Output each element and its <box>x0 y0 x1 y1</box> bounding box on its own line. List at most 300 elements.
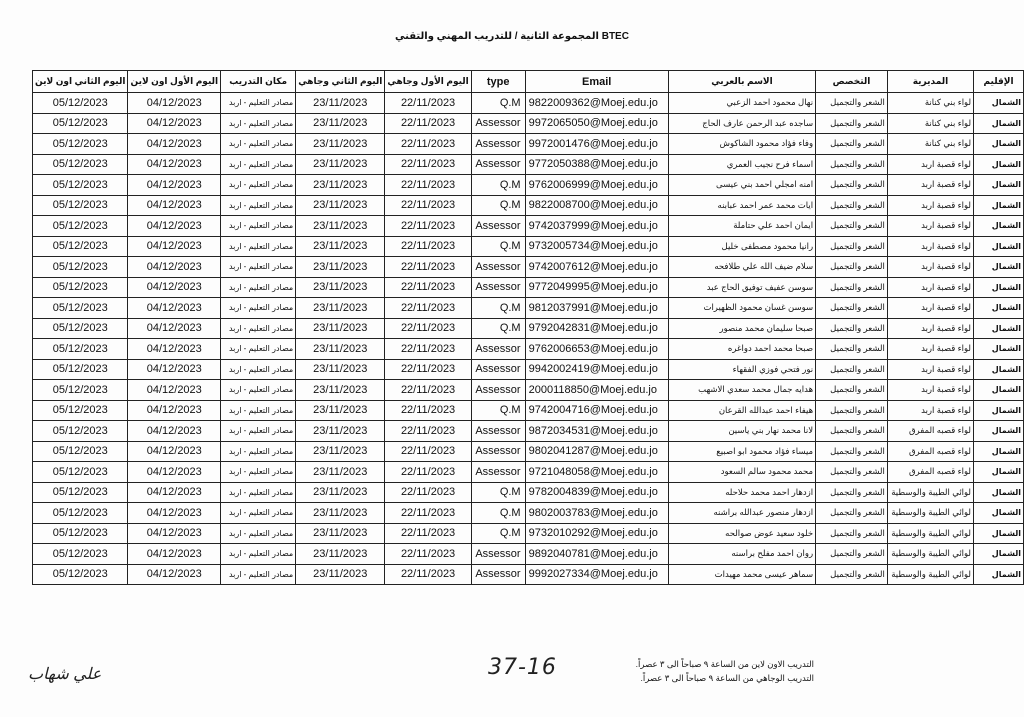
cell-specialty: الشعر والتجميل <box>816 564 888 585</box>
cell-directorate: لواء قصبة اربد <box>887 380 973 401</box>
cell-specialty: الشعر والتجميل <box>816 380 888 401</box>
cell-directorate: لواء قصبة اربد <box>887 298 973 319</box>
cell-day2-f2f: 23/11/2023 <box>296 503 385 524</box>
cell-day1-f2f: 22/11/2023 <box>385 564 471 585</box>
cell-name: سوسن عفيف توفيق الحاج عبد <box>668 277 815 298</box>
cell-day2-online: 05/12/2023 <box>33 339 128 360</box>
cell-directorate: لواء قصبه المفرق <box>887 462 973 483</box>
cell-type: Assessor <box>471 564 525 585</box>
cell-type: Assessor <box>471 134 525 155</box>
cell-name: نهال محمود احمد الزعبي <box>668 93 815 114</box>
cell-name: روان احمد مفلح براسنه <box>668 544 815 565</box>
cell-directorate: لواء قصبة اربد <box>887 277 973 298</box>
table-row <box>33 359 1024 380</box>
cell-day1-f2f: 22/11/2023 <box>385 154 471 175</box>
cell-specialty: الشعر والتجميل <box>816 195 888 216</box>
cell-name: امنه امجلي احمد بني عيسى <box>668 175 815 196</box>
cell-email: 9772049995@Moej.edu.jo <box>525 277 668 298</box>
cell-email: 9822009362@Moej.edu.jo <box>525 93 668 114</box>
table-row <box>33 421 1024 442</box>
cell-name: سلام ضيف الله علي طلافحه <box>668 257 815 278</box>
cell-email: 9972065050@Moej.edu.jo <box>525 113 668 134</box>
table-row <box>33 564 1024 585</box>
cell-email: 9892040781@Moej.edu.jo <box>525 544 668 565</box>
cell-name: ميساء فؤاد محمود ابو اصبيع <box>668 441 815 462</box>
cell-type: Assessor <box>471 544 525 565</box>
cell-day1-f2f: 22/11/2023 <box>385 339 471 360</box>
cell-specialty: الشعر والتجميل <box>816 318 888 339</box>
cell-type: Assessor <box>471 339 525 360</box>
header-name: الاسم بالعربي <box>668 71 815 93</box>
cell-name: نور فتحي فوزي الفقهاء <box>668 359 815 380</box>
cell-place: مصادر التعليم - اربد <box>221 195 296 216</box>
cell-region: الشمال <box>974 277 1024 298</box>
cell-region: الشمال <box>974 257 1024 278</box>
cell-day1-online: 04/12/2023 <box>128 482 221 503</box>
header-type: type <box>471 71 525 93</box>
cell-region: الشمال <box>974 400 1024 421</box>
cell-day1-online: 04/12/2023 <box>128 236 221 257</box>
cell-directorate: لواء بني كنانة <box>887 134 973 155</box>
cell-day2-online: 05/12/2023 <box>33 482 128 503</box>
cell-day1-f2f: 22/11/2023 <box>385 175 471 196</box>
cell-region: الشمال <box>974 441 1024 462</box>
cell-day2-f2f: 23/11/2023 <box>296 175 385 196</box>
cell-place: مصادر التعليم - اربد <box>221 462 296 483</box>
cell-day1-online: 04/12/2023 <box>128 298 221 319</box>
cell-email: 9782004839@Moej.edu.jo <box>525 482 668 503</box>
cell-name: هدايه جمال محمد سعدي الاشهب <box>668 380 815 401</box>
cell-day2-online: 05/12/2023 <box>33 441 128 462</box>
cell-name: ازدهار احمد محمد حلاحله <box>668 482 815 503</box>
cell-day2-online: 05/12/2023 <box>33 523 128 544</box>
cell-name: وفاء فؤاد محمود الشاكوش <box>668 134 815 155</box>
cell-directorate: لوائي الطيبة والوسطية <box>887 523 973 544</box>
cell-directorate: لواء قصبة اربد <box>887 195 973 216</box>
cell-day1-online: 04/12/2023 <box>128 421 221 442</box>
cell-day2-f2f: 23/11/2023 <box>296 380 385 401</box>
table-row <box>33 380 1024 401</box>
cell-type: Q.M <box>471 298 525 319</box>
cell-directorate: لواء قصبة اربد <box>887 236 973 257</box>
cell-day1-online: 04/12/2023 <box>128 93 221 114</box>
cell-day2-f2f: 23/11/2023 <box>296 93 385 114</box>
table-row <box>33 400 1024 421</box>
participants-table <box>32 70 1024 585</box>
cell-day1-online: 04/12/2023 <box>128 523 221 544</box>
cell-day1-f2f: 22/11/2023 <box>385 216 471 237</box>
cell-day2-online: 05/12/2023 <box>33 154 128 175</box>
cell-specialty: الشعر والتجميل <box>816 441 888 462</box>
cell-day2-f2f: 23/11/2023 <box>296 113 385 134</box>
note-online-hours: التدريب الاون لاين من الساعة ٩ صباحاً الى ٣ عصراً. <box>635 659 814 669</box>
cell-type: Assessor <box>471 380 525 401</box>
cell-day1-online: 04/12/2023 <box>128 113 221 134</box>
cell-place: مصادر التعليم - اربد <box>221 134 296 155</box>
cell-specialty: الشعر والتجميل <box>816 482 888 503</box>
cell-place: مصادر التعليم - اربد <box>221 544 296 565</box>
cell-day1-f2f: 22/11/2023 <box>385 544 471 565</box>
cell-day2-online: 05/12/2023 <box>33 544 128 565</box>
cell-place: مصادر التعليم - اربد <box>221 175 296 196</box>
cell-name: خلود سعيد عوض صوالحه <box>668 523 815 544</box>
cell-specialty: الشعر والتجميل <box>816 523 888 544</box>
cell-region: الشمال <box>974 544 1024 565</box>
cell-name: ازدهار منصور عبدالله براشنه <box>668 503 815 524</box>
header-place: مكان التدريب <box>221 71 296 93</box>
cell-day1-online: 04/12/2023 <box>128 339 221 360</box>
cell-place: مصادر التعليم - اربد <box>221 523 296 544</box>
cell-place: مصادر التعليم - اربد <box>221 339 296 360</box>
cell-specialty: الشعر والتجميل <box>816 236 888 257</box>
note-f2f-hours: التدريب الوجاهي من الساعة ٩ صباحاً الى ٣ عصراً. <box>640 673 814 683</box>
cell-day2-f2f: 23/11/2023 <box>296 441 385 462</box>
cell-name: رانيا محمود مصطفى خليل <box>668 236 815 257</box>
header-region: الإقليم <box>974 71 1024 93</box>
cell-place: مصادر التعليم - اربد <box>221 236 296 257</box>
cell-day1-f2f: 22/11/2023 <box>385 482 471 503</box>
cell-email: 9792042831@Moej.edu.jo <box>525 318 668 339</box>
cell-region: الشمال <box>974 421 1024 442</box>
header-day2-online: اليوم الثاني اون لاين <box>33 71 128 93</box>
cell-directorate: لوائي الطيبة والوسطية <box>887 544 973 565</box>
table-row <box>33 482 1024 503</box>
cell-day2-online: 05/12/2023 <box>33 359 128 380</box>
cell-day2-online: 05/12/2023 <box>33 400 128 421</box>
cell-region: الشمال <box>974 134 1024 155</box>
cell-day2-f2f: 23/11/2023 <box>296 400 385 421</box>
cell-type: Q.M <box>471 195 525 216</box>
cell-day1-f2f: 22/11/2023 <box>385 277 471 298</box>
cell-region: الشمال <box>974 216 1024 237</box>
table-row <box>33 93 1024 114</box>
cell-place: مصادر التعليم - اربد <box>221 93 296 114</box>
cell-day2-f2f: 23/11/2023 <box>296 318 385 339</box>
cell-day1-online: 04/12/2023 <box>128 359 221 380</box>
cell-email: 9732005734@Moej.edu.jo <box>525 236 668 257</box>
cell-type: Assessor <box>471 257 525 278</box>
cell-directorate: لواء قصبه المفرق <box>887 421 973 442</box>
cell-email: 9972001476@Moej.edu.jo <box>525 134 668 155</box>
cell-day1-online: 04/12/2023 <box>128 216 221 237</box>
cell-type: Q.M <box>471 318 525 339</box>
cell-specialty: الشعر والتجميل <box>816 400 888 421</box>
cell-specialty: الشعر والتجميل <box>816 544 888 565</box>
cell-name: ساجده عبد الرحمن عارف الحاج <box>668 113 815 134</box>
cell-specialty: الشعر والتجميل <box>816 503 888 524</box>
cell-type: Assessor <box>471 216 525 237</box>
table-row <box>33 544 1024 565</box>
cell-region: الشمال <box>974 318 1024 339</box>
cell-day1-f2f: 22/11/2023 <box>385 298 471 319</box>
cell-directorate: لواء قصبة اربد <box>887 339 973 360</box>
cell-type: Assessor <box>471 462 525 483</box>
cell-type: Q.M <box>471 523 525 544</box>
cell-day2-online: 05/12/2023 <box>33 277 128 298</box>
cell-specialty: الشعر والتجميل <box>816 277 888 298</box>
cell-day2-online: 05/12/2023 <box>33 564 128 585</box>
cell-type: Q.M <box>471 175 525 196</box>
cell-email: 9742007612@Moej.edu.jo <box>525 257 668 278</box>
cell-day2-online: 05/12/2023 <box>33 175 128 196</box>
cell-day1-f2f: 22/11/2023 <box>385 462 471 483</box>
cell-type: Q.M <box>471 400 525 421</box>
header-specialty: التخصص <box>816 71 888 93</box>
table-row <box>33 195 1024 216</box>
cell-day2-online: 05/12/2023 <box>33 257 128 278</box>
cell-type: Assessor <box>471 359 525 380</box>
table-header-row <box>33 71 1024 93</box>
table-row <box>33 134 1024 155</box>
cell-directorate: لواء قصبه المفرق <box>887 441 973 462</box>
cell-type: Assessor <box>471 441 525 462</box>
cell-region: الشمال <box>974 236 1024 257</box>
cell-specialty: الشعر والتجميل <box>816 134 888 155</box>
cell-day2-f2f: 23/11/2023 <box>296 339 385 360</box>
cell-place: مصادر التعليم - اربد <box>221 564 296 585</box>
cell-specialty: الشعر والتجميل <box>816 113 888 134</box>
cell-region: الشمال <box>974 298 1024 319</box>
cell-region: الشمال <box>974 380 1024 401</box>
cell-directorate: لواء قصبة اربد <box>887 359 973 380</box>
cell-place: مصادر التعليم - اربد <box>221 400 296 421</box>
cell-day1-online: 04/12/2023 <box>128 134 221 155</box>
cell-directorate: لواء قصبة اربد <box>887 216 973 237</box>
cell-place: مصادر التعليم - اربد <box>221 359 296 380</box>
cell-email: 9772050388@Moej.edu.jo <box>525 154 668 175</box>
cell-email: 9742004716@Moej.edu.jo <box>525 400 668 421</box>
cell-specialty: الشعر والتجميل <box>816 462 888 483</box>
header-day2-f2f: اليوم الثاني وجاهي <box>296 71 385 93</box>
cell-email: 9872034531@Moej.edu.jo <box>525 421 668 442</box>
cell-day1-online: 04/12/2023 <box>128 564 221 585</box>
cell-email: 9732010292@Moej.edu.jo <box>525 523 668 544</box>
cell-day2-online: 05/12/2023 <box>33 380 128 401</box>
cell-directorate: لواء قصبة اربد <box>887 318 973 339</box>
cell-type: Assessor <box>471 113 525 134</box>
table-row <box>33 277 1024 298</box>
cell-place: مصادر التعليم - اربد <box>221 421 296 442</box>
cell-specialty: الشعر والتجميل <box>816 359 888 380</box>
cell-day2-f2f: 23/11/2023 <box>296 482 385 503</box>
cell-specialty: الشعر والتجميل <box>816 339 888 360</box>
cell-day2-online: 05/12/2023 <box>33 216 128 237</box>
cell-email: 2000118850@Moej.edu.jo <box>525 380 668 401</box>
cell-type: Q.M <box>471 482 525 503</box>
cell-specialty: الشعر والتجميل <box>816 93 888 114</box>
cell-day1-f2f: 22/11/2023 <box>385 523 471 544</box>
cell-place: مصادر التعليم - اربد <box>221 298 296 319</box>
header-directorate: المديرية <box>887 71 973 93</box>
cell-day1-online: 04/12/2023 <box>128 380 221 401</box>
cell-day1-f2f: 22/11/2023 <box>385 441 471 462</box>
cell-day1-f2f: 22/11/2023 <box>385 93 471 114</box>
cell-directorate: لوائي الطيبة والوسطية <box>887 503 973 524</box>
cell-day2-f2f: 23/11/2023 <box>296 564 385 585</box>
cell-day1-online: 04/12/2023 <box>128 257 221 278</box>
cell-place: مصادر التعليم - اربد <box>221 380 296 401</box>
cell-day2-f2f: 23/11/2023 <box>296 298 385 319</box>
header-day1-online: اليوم الأول اون لاين <box>128 71 221 93</box>
cell-day1-f2f: 22/11/2023 <box>385 113 471 134</box>
cell-specialty: الشعر والتجميل <box>816 216 888 237</box>
cell-day2-online: 05/12/2023 <box>33 134 128 155</box>
table-row <box>33 154 1024 175</box>
cell-region: الشمال <box>974 113 1024 134</box>
cell-region: الشمال <box>974 359 1024 380</box>
cell-name: محمد محمود سالم السعود <box>668 462 815 483</box>
cell-place: مصادر التعليم - اربد <box>221 277 296 298</box>
cell-day2-f2f: 23/11/2023 <box>296 277 385 298</box>
cell-day1-f2f: 22/11/2023 <box>385 318 471 339</box>
cell-name: سماهر عيسى محمد مهيدات <box>668 564 815 585</box>
table-row <box>33 503 1024 524</box>
cell-email: 9942002419@Moej.edu.jo <box>525 359 668 380</box>
cell-place: مصادر التعليم - اربد <box>221 503 296 524</box>
cell-directorate: لواء قصبة اربد <box>887 400 973 421</box>
cell-specialty: الشعر والتجميل <box>816 175 888 196</box>
cell-day2-online: 05/12/2023 <box>33 113 128 134</box>
cell-region: الشمال <box>974 462 1024 483</box>
table-row <box>33 441 1024 462</box>
cell-place: مصادر التعليم - اربد <box>221 216 296 237</box>
cell-day1-f2f: 22/11/2023 <box>385 236 471 257</box>
cell-type: Assessor <box>471 421 525 442</box>
cell-day2-f2f: 23/11/2023 <box>296 236 385 257</box>
cell-day2-f2f: 23/11/2023 <box>296 462 385 483</box>
table-row <box>33 462 1024 483</box>
table-body <box>33 93 1024 585</box>
table-row <box>33 216 1024 237</box>
cell-day1-online: 04/12/2023 <box>128 441 221 462</box>
cell-directorate: لواء قصبة اربد <box>887 154 973 175</box>
cell-day1-f2f: 22/11/2023 <box>385 257 471 278</box>
cell-region: الشمال <box>974 339 1024 360</box>
cell-name: لانا محمد نهار بني ياسين <box>668 421 815 442</box>
cell-place: مصادر التعليم - اربد <box>221 257 296 278</box>
table-row <box>33 257 1024 278</box>
cell-email: 9992027334@Moej.edu.jo <box>525 564 668 585</box>
cell-place: مصادر التعليم - اربد <box>221 113 296 134</box>
cell-specialty: الشعر والتجميل <box>816 421 888 442</box>
cell-email: 9802041287@Moej.edu.jo <box>525 441 668 462</box>
cell-region: الشمال <box>974 175 1024 196</box>
table-row <box>33 523 1024 544</box>
table-row <box>33 318 1024 339</box>
cell-directorate: لوائي الطيبة والوسطية <box>887 564 973 585</box>
cell-day2-f2f: 23/11/2023 <box>296 544 385 565</box>
table-row <box>33 113 1024 134</box>
cell-email: 9742037999@Moej.edu.jo <box>525 216 668 237</box>
cell-region: الشمال <box>974 93 1024 114</box>
cell-directorate: لواء بني كنانة <box>887 93 973 114</box>
cell-day1-f2f: 22/11/2023 <box>385 503 471 524</box>
cell-region: الشمال <box>974 195 1024 216</box>
cell-day2-online: 05/12/2023 <box>33 421 128 442</box>
cell-email: 9802003783@Moej.edu.jo <box>525 503 668 524</box>
cell-day1-f2f: 22/11/2023 <box>385 359 471 380</box>
table-row <box>33 339 1024 360</box>
cell-email: 9762006653@Moej.edu.jo <box>525 339 668 360</box>
cell-region: الشمال <box>974 523 1024 544</box>
cell-day2-online: 05/12/2023 <box>33 236 128 257</box>
cell-region: الشمال <box>974 503 1024 524</box>
cell-place: مصادر التعليم - اربد <box>221 154 296 175</box>
cell-region: الشمال <box>974 154 1024 175</box>
header-email: Email <box>525 71 668 93</box>
table-row <box>33 236 1024 257</box>
cell-day1-online: 04/12/2023 <box>128 462 221 483</box>
cell-day2-f2f: 23/11/2023 <box>296 216 385 237</box>
cell-place: مصادر التعليم - اربد <box>221 318 296 339</box>
cell-type: Assessor <box>471 277 525 298</box>
cell-place: مصادر التعليم - اربد <box>221 441 296 462</box>
cell-directorate: لواء قصبة اربد <box>887 257 973 278</box>
cell-day2-f2f: 23/11/2023 <box>296 195 385 216</box>
cell-day1-online: 04/12/2023 <box>128 277 221 298</box>
cell-type: Q.M <box>471 93 525 114</box>
cell-region: الشمال <box>974 564 1024 585</box>
cell-day1-f2f: 22/11/2023 <box>385 400 471 421</box>
cell-day1-online: 04/12/2023 <box>128 400 221 421</box>
cell-day2-online: 05/12/2023 <box>33 318 128 339</box>
cell-name: ايات محمد عمر احمد عبابنه <box>668 195 815 216</box>
header-day1-f2f: اليوم الأول وجاهي <box>385 71 471 93</box>
cell-name: ايمان احمد علي حتاملة <box>668 216 815 237</box>
cell-day2-f2f: 23/11/2023 <box>296 134 385 155</box>
cell-email: 9822008700@Moej.edu.jo <box>525 195 668 216</box>
cell-day2-online: 05/12/2023 <box>33 195 128 216</box>
cell-specialty: الشعر والتجميل <box>816 154 888 175</box>
table-row <box>33 175 1024 196</box>
cell-region: الشمال <box>974 482 1024 503</box>
cell-day1-online: 04/12/2023 <box>128 544 221 565</box>
cell-day1-online: 04/12/2023 <box>128 154 221 175</box>
cell-day2-f2f: 23/11/2023 <box>296 421 385 442</box>
handwritten-signature: علي شهاب <box>28 666 102 683</box>
cell-directorate: لوائي الطيبة والوسطية <box>887 482 973 503</box>
cell-day2-f2f: 23/11/2023 <box>296 257 385 278</box>
cell-day1-f2f: 22/11/2023 <box>385 380 471 401</box>
cell-email: 9721048058@Moej.edu.jo <box>525 462 668 483</box>
cell-day1-f2f: 22/11/2023 <box>385 134 471 155</box>
document-title: المجموعة الثانية / للتدريب المهني والتقني BTEC <box>395 31 629 42</box>
cell-specialty: الشعر والتجميل <box>816 298 888 319</box>
cell-day2-online: 05/12/2023 <box>33 298 128 319</box>
cell-day1-online: 04/12/2023 <box>128 195 221 216</box>
cell-day2-online: 05/12/2023 <box>33 93 128 114</box>
cell-name: سوسن غسان محمود الظهيرات <box>668 298 815 319</box>
cell-type: Q.M <box>471 236 525 257</box>
cell-place: مصادر التعليم - اربد <box>221 482 296 503</box>
cell-day2-f2f: 23/11/2023 <box>296 359 385 380</box>
cell-name: صبحا محمد احمد دواغره <box>668 339 815 360</box>
cell-day1-online: 04/12/2023 <box>128 503 221 524</box>
cell-day1-online: 04/12/2023 <box>128 175 221 196</box>
cell-type: Assessor <box>471 154 525 175</box>
handwritten-page-mark: 37-16 <box>488 655 557 680</box>
cell-specialty: الشعر والتجميل <box>816 257 888 278</box>
cell-type: Q.M <box>471 503 525 524</box>
cell-day2-f2f: 23/11/2023 <box>296 154 385 175</box>
cell-day2-online: 05/12/2023 <box>33 503 128 524</box>
cell-email: 9762006999@Moej.edu.jo <box>525 175 668 196</box>
cell-directorate: لواء قصبة اربد <box>887 175 973 196</box>
cell-day1-f2f: 22/11/2023 <box>385 195 471 216</box>
cell-name: هيفاء احمد عبدالله القرعان <box>668 400 815 421</box>
cell-day2-online: 05/12/2023 <box>33 462 128 483</box>
cell-day2-f2f: 23/11/2023 <box>296 523 385 544</box>
